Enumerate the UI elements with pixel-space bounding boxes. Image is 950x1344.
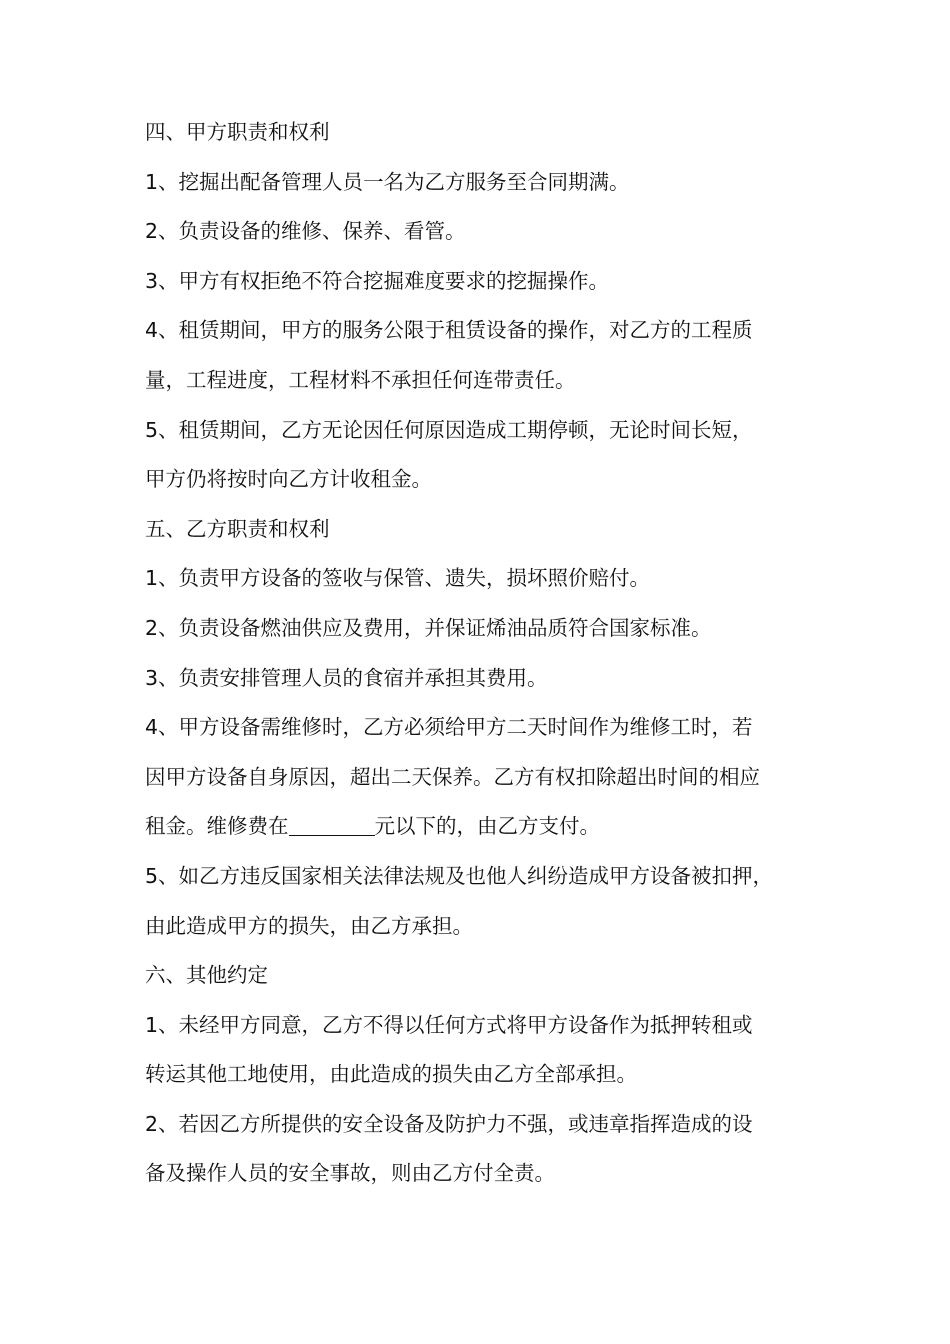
section5-item-4-line-1: 4、甲方设备需维修时，乙方必须给甲方二天时间作为维修工时，若	[145, 715, 753, 740]
section5-item-4-line-2: 因甲方设备自身原因，超出二天保养。乙方有权扣除超出时间的相应	[145, 764, 760, 789]
section5-item-5-line-1: 5、如乙方违反国家相关法律法规及也他人纠纷造成甲方设备被扣押，	[145, 863, 774, 888]
section4-item-5-line-2: 甲方仍将按时向乙方计收租金。	[145, 467, 432, 492]
section6-item-1-line-1: 1、未经甲方同意，乙方不得以任何方式将甲方设备作为抵押转租或	[145, 1012, 753, 1037]
section-heading-6: 六、其他约定	[145, 963, 268, 988]
section4-item-2: 2、负责设备的维修、保养、看管。	[145, 219, 466, 244]
section5-item-2: 2、负责设备燃油供应及费用，并保证烯油品质符合国家标准。	[145, 615, 712, 640]
section6-item-2-line-2: 备及操作人员的安全事故，则由乙方付全责。	[145, 1161, 555, 1186]
section4-item-4-line-2: 量，工程进度，工程材料不承担任何连带责任。	[145, 367, 576, 392]
section5-item-1: 1、负责甲方设备的签收与保管、遗失，损坏照价赔付。	[145, 566, 651, 591]
section4-item-1: 1、挖掘出配备管理人员一名为乙方服务至合同期满。	[145, 169, 630, 194]
section-heading-4: 四、甲方职责和权利	[145, 120, 330, 144]
repair-fee-prefix: 租金。维修费在	[145, 814, 289, 839]
section4-item-3: 3、甲方有权拒绝不符合挖掘难度要求的挖掘操作。	[145, 268, 610, 293]
section4-item-5-line-1: 5、租赁期间，乙方无论因任何原因造成工期停顿，无论时间长短，	[145, 417, 753, 442]
section-heading-5: 五、乙方职责和权利	[145, 516, 330, 541]
section6-item-1-line-2: 转运其他工地使用，由此造成的损失由乙方全部承担。	[145, 1062, 637, 1087]
section4-item-4-line-1: 4、租赁期间，甲方的服务公限于租赁设备的操作，对乙方的工程质	[145, 318, 753, 343]
section6-item-2-line-1: 2、若因乙方所提供的安全设备及防护力不强，或违章指挥造成的设	[145, 1111, 753, 1136]
repair-fee-blank	[289, 815, 375, 836]
section5-item-3: 3、负责安排管理人员的食宿并承担其费用。	[145, 665, 548, 690]
section5-item-5-line-2: 由此造成甲方的损失，由乙方承担。	[145, 913, 473, 938]
document-page	[145, 108, 807, 1199]
section5-item-4-line-3	[145, 802, 807, 852]
repair-fee-suffix: 元以下的，由乙方支付。	[374, 814, 600, 839]
